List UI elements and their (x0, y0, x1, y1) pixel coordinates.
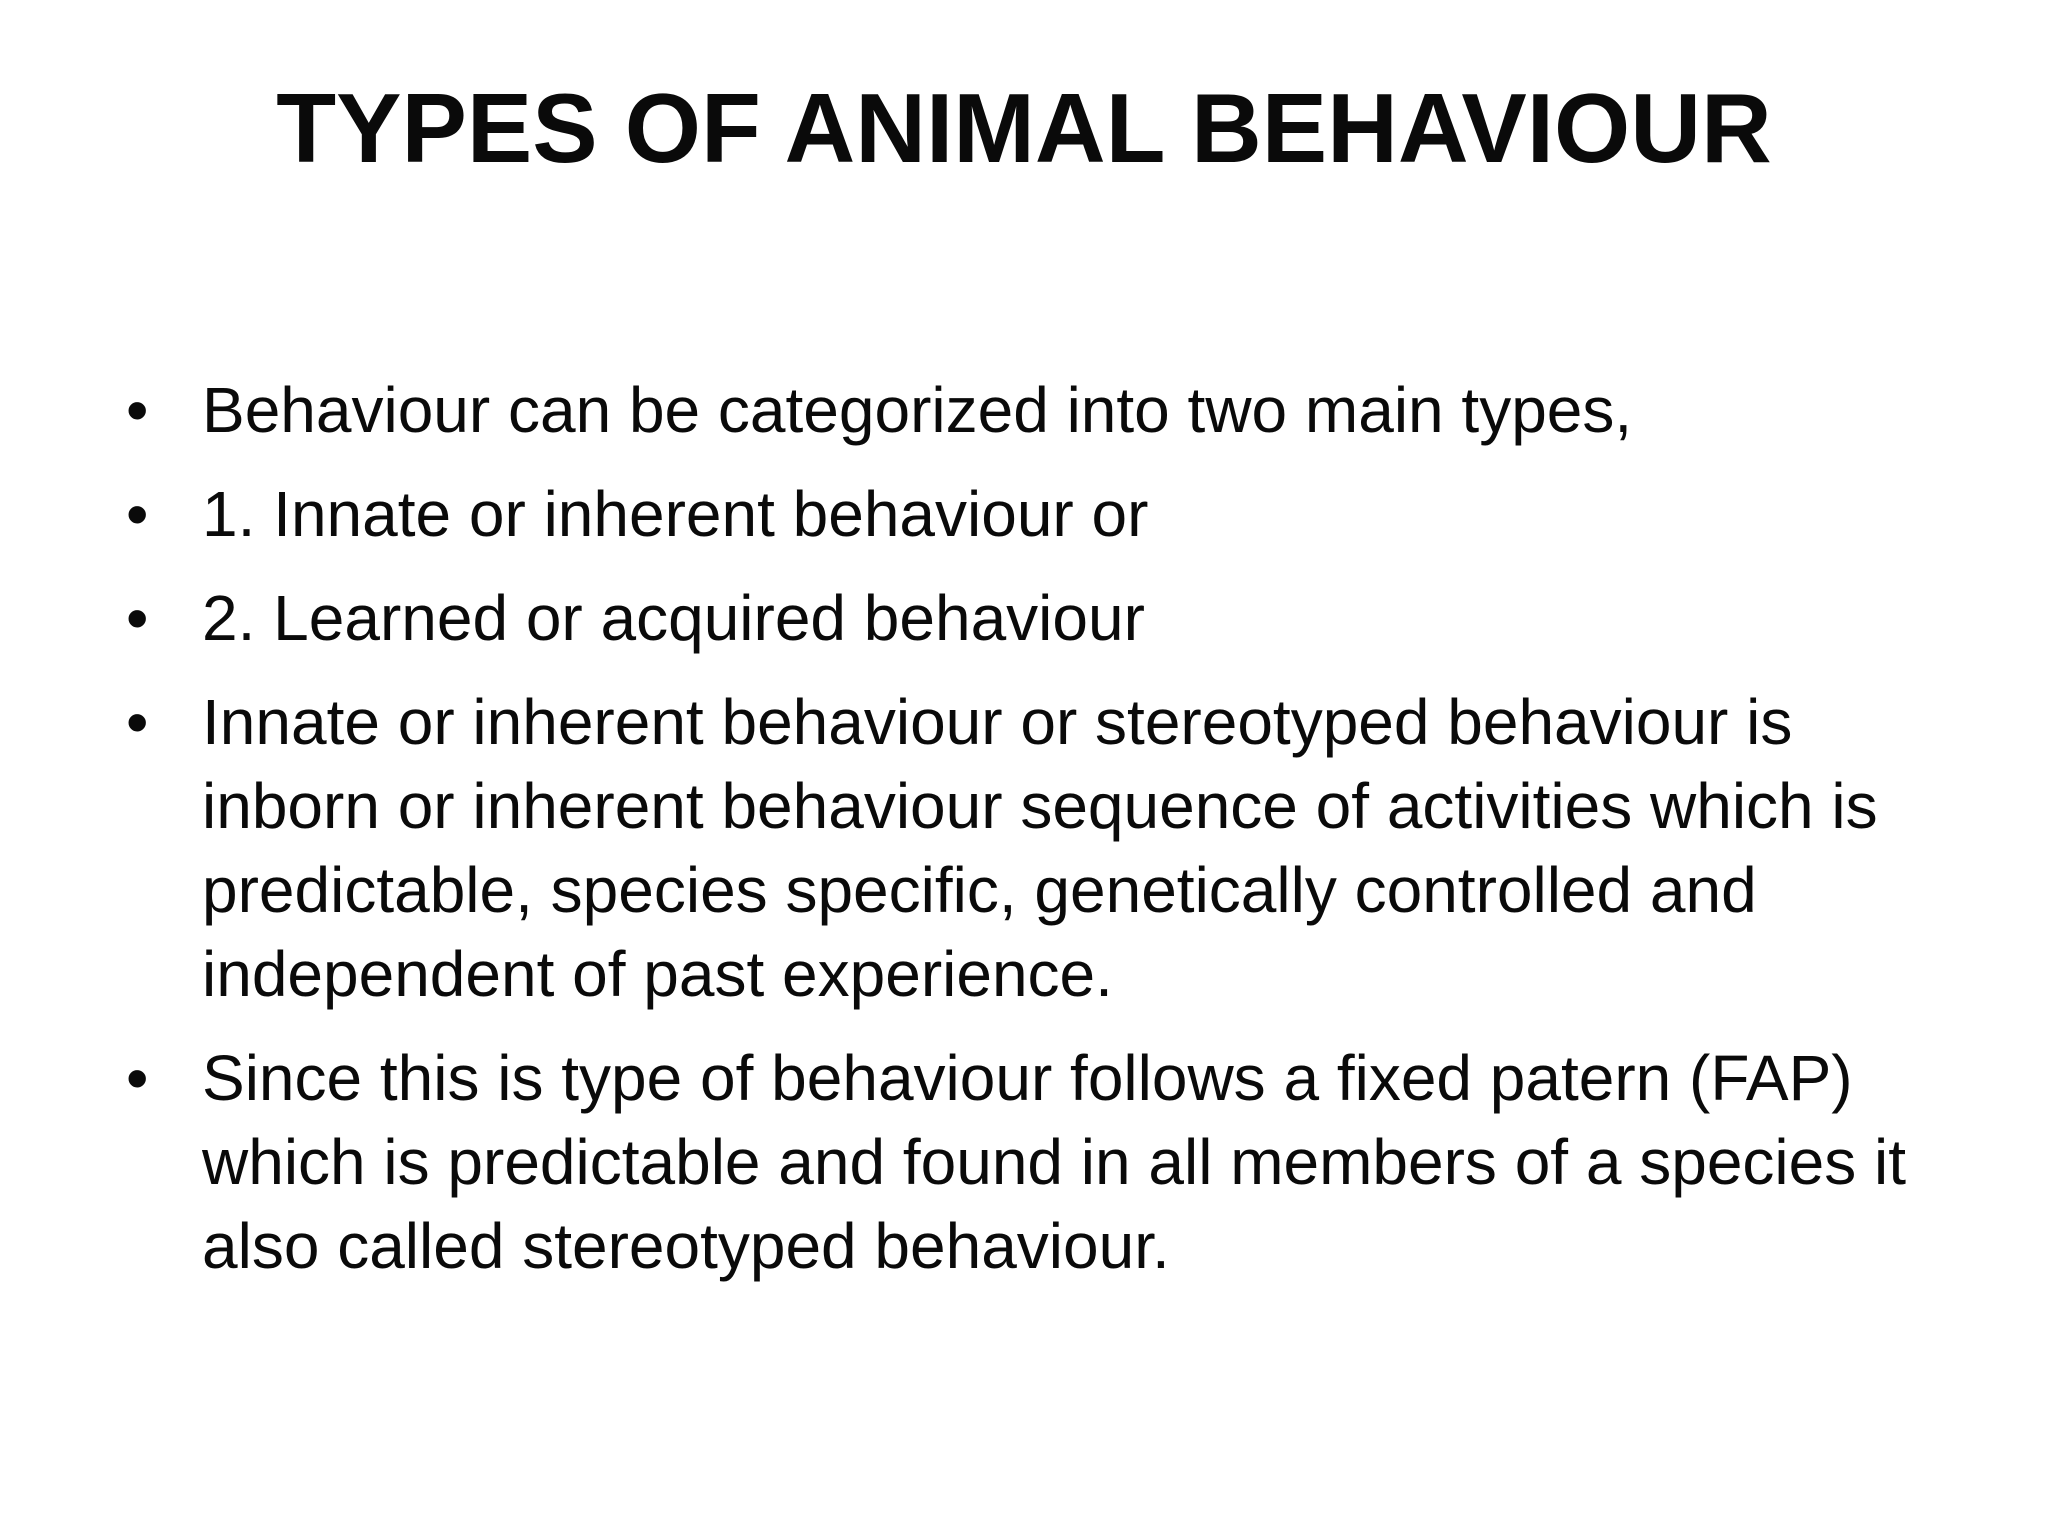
bullet-icon: • (126, 1042, 149, 1114)
bullet-text: Innate or inherent behaviour or stereotyped behaviour is inborn or inherent behaviour sequence of activities which is predictable, species specific, genetically controlled and independent of past experience. (202, 686, 1878, 1010)
bullet-text: Since this is type of behaviour follows a fixed patern (FAP) which is predictable and found in all members of a species it also called stereotyped behaviour. (202, 1042, 1906, 1282)
bullet-text: 2. Learned or acquired behaviour (202, 582, 1145, 654)
bullet-icon: • (126, 478, 149, 550)
bullet-icon: • (126, 582, 149, 654)
bullet-icon: • (126, 686, 149, 758)
bullet-item (120, 1036, 1950, 1288)
bullet-icon: • (126, 374, 149, 446)
bullet-item (120, 368, 1950, 452)
slide-title: TYPES OF ANIMAL BEHAVIOUR (276, 73, 1772, 183)
bullet-text: Behaviour can be categorized into two main types, (202, 374, 1633, 446)
bullet-list (120, 368, 1950, 1308)
bullet-item (120, 680, 1950, 1016)
bullet-text: 1. Innate or inherent behaviour or (202, 478, 1149, 550)
bullet-item (120, 576, 1950, 660)
bullet-item (120, 472, 1950, 556)
